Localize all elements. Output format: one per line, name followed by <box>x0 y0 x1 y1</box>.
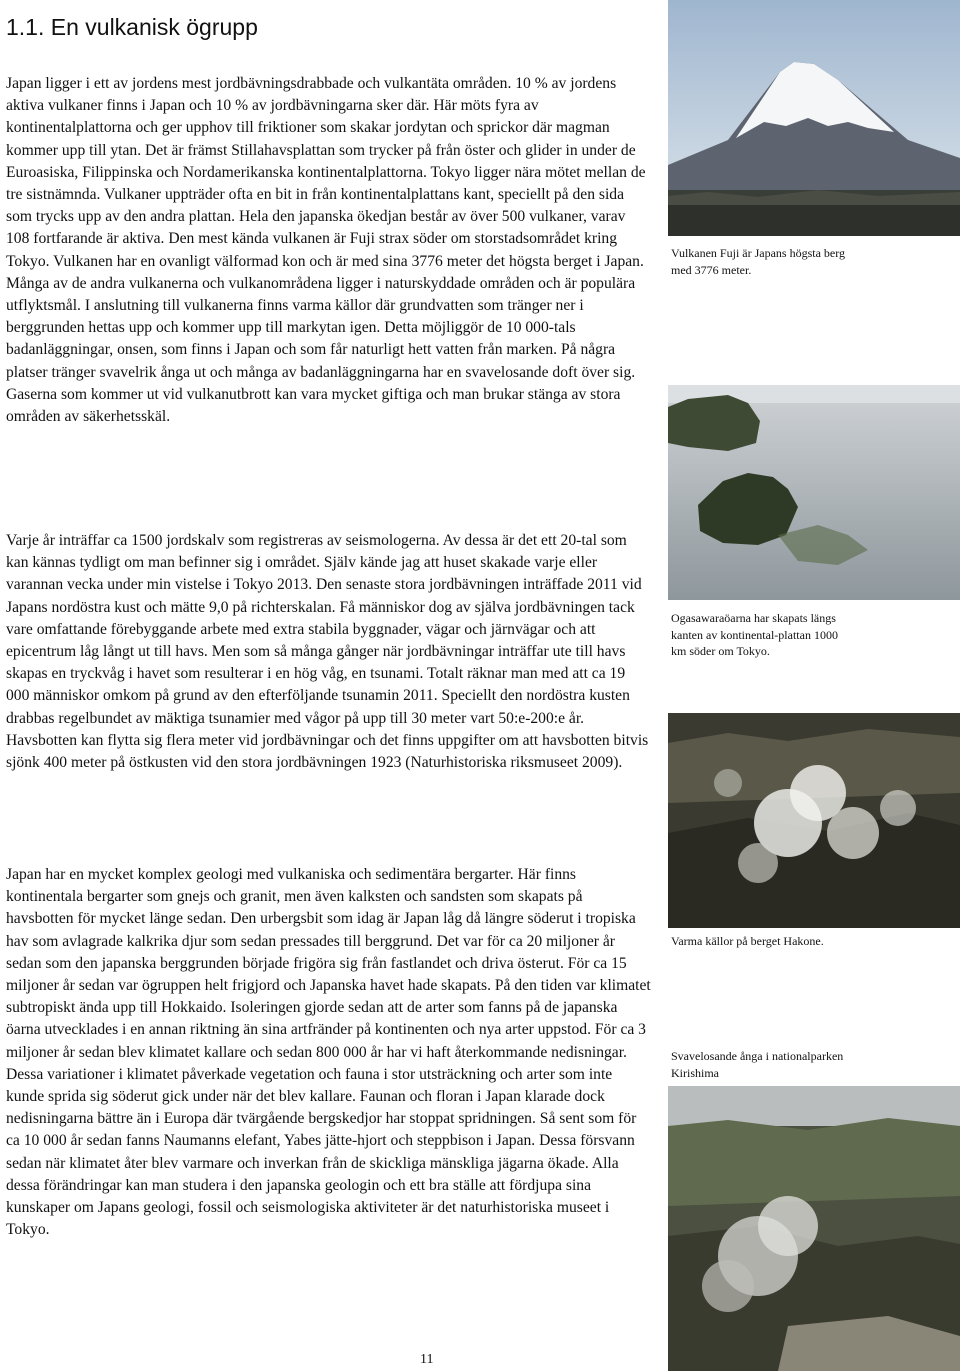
paragraph-earthquakes: Varje år inträffar ca 1500 jordskalv som registreras av seismologerna. Av dessa är det ett 20-tal som kan kännas tydligt om man befinner sig i området. Själv kände jag att huset skakade varje eller varannan vecka under min vistelse i Tokyo 2013. Den senaste stora jordbävningen inträffade 2011 vid Japans nordöstra kust och mätte 9,0 på richterskalan. Få människor dog av själva jordbävningen tack vare omfattande förebyggande arbete med extra stabila byggnader, vägar och järnvägar och att epicentrum låg långt ut till havs. Men som så många gånger när jordbävningar inträffar ute till havs skapas en tryckvåg i havet som resulterar i en hög våg, en tsunami. Totalt räknar man med att ca 19 000 människor omkom på grund av den efterföljande tsunamin 2011. Speciellt den nordöstra kusten drabbas regelbundet av mäktiga tsunamier med vågor på upp till 30 meter vart 50:e-200:e år. Havsbotten kan flytta sig flera meter vid jordbävningar och det finns uppgifter om att havsbotten bitvis sjönk 400 meter på östkusten vid den stora jordbävningen 1923 (Naturhistoriska riksmuseet 2009). <box>6 532 649 772</box>
paragraph-geology: Japan har en mycket komplex geologi med vulkaniska och sedimentära bergarter. Här finns kontinentala bergarter som gnejs och granit, men även kalksten och sandsten som skapats på havsbotten för mycket länge sedan. Den urbergsbit som idag är Japan låg då längre söderut i tropiska hav som avlagrade kalkrika djur som sedan pressades till berggrund. Det var för ca 20 miljoner år sedan som den japanska berggrunden började frigöra sig från fastlandet och driva österut. För ca 15 miljoner år sedan var ögruppen helt frigjord och Japanska havet hade skapats. På den tiden var klimatet subtropiskt ända upp till Hokkaido. Isoleringen gjorde sedan att de arter som fanns på de japanska öarna utvecklades i en annan riktning än sina artfränder på kontinenten och nya arter uppstod. För ca 3 miljoner år sedan blev klimatet kallare och sedan 800 000 år har vi haft återkommande nedisningar. Dessa variationer i klimatet påverkade vegetation och fauna i stor utsträckning och arter som inte kunde sprida sig söderut gick under när det blev kallare. Faunan och floran i Japan klarade dock nedisningarna bättre än i Europa där tvärgående bergskedjor har stoppat spridningen. Så sent som för ca 10 000 år sedan fanns Naumanns elefant, Yabes jätte-hjort och steppbison i Japan. Dessa försvann sedan när klimatet åter blev varmare och inverkan från de skickliga mänskliga jägarna ökade. Alla dessa förändringar kan man studera i den japanska geologin och ett bra ställe att fördjupa sina kunskaper om Japans geologi, fossil och seismologiska aktiviteter är det naturhistoriska museet i Tokyo. <box>6 866 651 1239</box>
kirishima-photo <box>668 1086 960 1371</box>
fuji-caption: Vulkanen Fuji är Japans högsta berg med 3776 meter. <box>671 246 846 277</box>
kirishima-caption: Svavelosande ånga i nationalparken Kirishima <box>671 1049 844 1080</box>
fuji-photo <box>668 0 960 236</box>
hakone-photo <box>668 713 960 928</box>
hakone-caption: Varma källor på berget Hakone. <box>671 934 824 948</box>
ogasawara-caption: Ogasawaraöarna har skapats längs kanten av kontinental-plattan 1000 km söder om Tokyo. <box>671 611 838 658</box>
page-number: 11 <box>420 1352 434 1367</box>
paragraph-volcanic-islands: Japan ligger i ett av jordens mest jordbävningsdrabbade och vulkantäta områden. 10 % av jordens aktiva vulkaner finns i Japan och 10 % av jordbävningarna sker där. Här möts fyra av kontinentalplattorna och ger upphov till friktioner som skakar jordytan och sprickor där magman kommer upp till ytan. Det är främst Stillahavsplattan som trycker på från öster och glider in under de Euroasiska, Filippinska och Nordamerikanska kontinentalplattorna. Tokyo ligger nära mötet mellan de tre sistnämnda. Vulkaner uppträder ofta en bit in från kontinentalplattans kant, speciellt på den sida som trycks upp av den andra plattan. Hela den japanska ökedjan består av över 500 vulkaner, varav 108 fortfarande är aktiva. Den mest kända vulkanen är Fuji strax söder om storstadsområdet kring Tokyo. Vulkanen har en ovanligt välformad kon och är med sina 3776 meter det högsta berget i Japan. Många av de andra vulkanerna och vulkanområdena ligger i naturskyddade områden och är populära utflyktsmål. I anslutning till vulkanerna finns varma källor där grundvatten som tränger ner i berggrunden hettas upp och kommer upp till markytan igen. Detta möjliggör de 10 000-tals badanläggningar, onsen, som finns i Japan och som får naturligt hett vatten från marken. På några platser tränger svavelrik ånga ut och många av badanläggningarna har en svavelosande doft över sig. Gaserna som kommer ut vid vulkanutbrott kan vara mycket giftiga och man brukar stänga av stora områden av säkerhetsskäl. <box>6 75 646 426</box>
section-heading: 1.1. En vulkanisk ögrupp <box>6 14 258 40</box>
ogasawara-photo <box>668 385 960 600</box>
